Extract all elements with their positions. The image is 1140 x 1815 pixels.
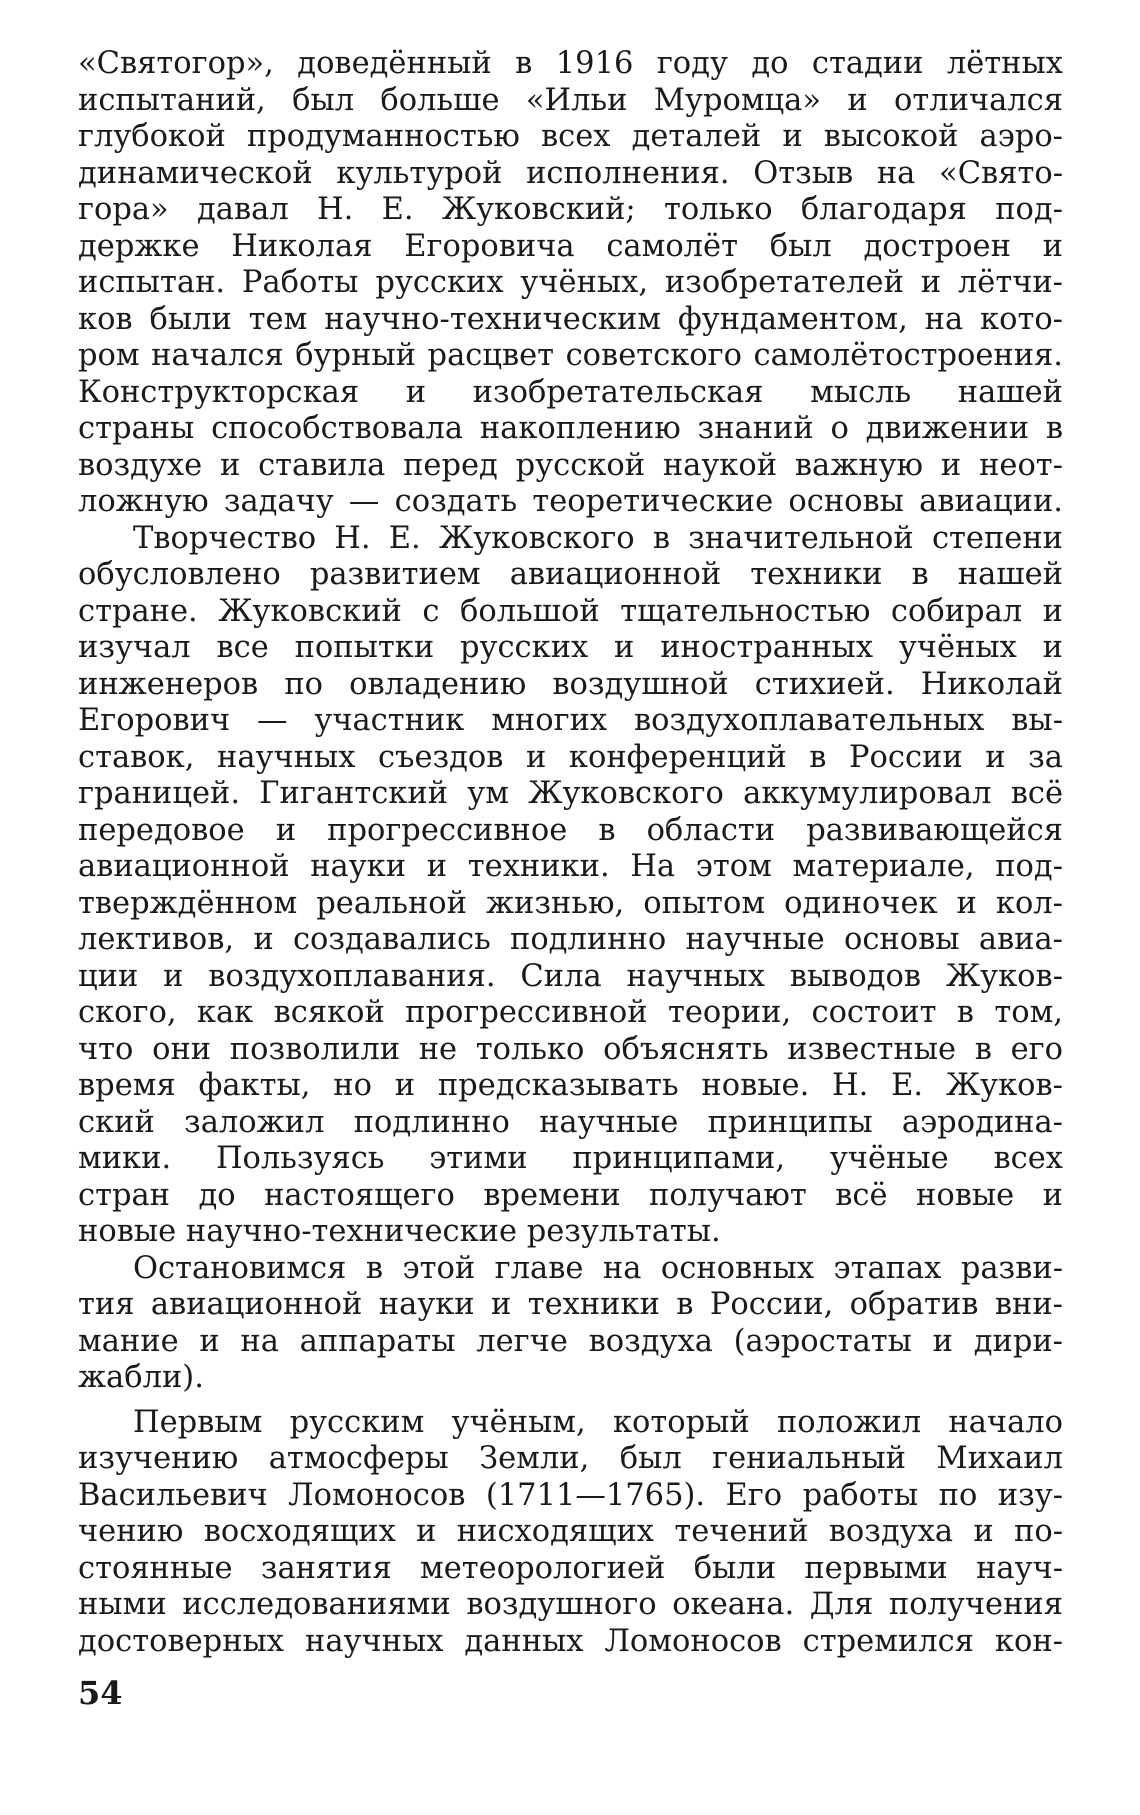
text-line: Творчество Н. Е. Жуковского в значительной степени [133,520,1063,556]
text-line: тия авиационной науки и техники в России, обратив вни- [78,1287,1063,1322]
page-number: 54 [78,1674,123,1712]
text-line: ского, как всякой прогрессивной теории, состоит в том, [78,995,1063,1030]
text-line: стране. Жуковский с большой тщательностью собирал и [78,593,1063,629]
paragraph-3 [78,1251,1063,1397]
text-line: держке Николая Егоровича самолёт был достроен и [78,228,1063,264]
text-line: глубокой продуманностью всех деталей и высокой аэро- [78,119,1063,154]
text-line: инженеров по овладению воздушной стихией. Николай [78,666,1063,702]
text-line: ром начался бурный расцвет советского самолётостроения. [78,338,1063,373]
text-line: испытаний, был больше «Ильи Муромца» и отличался [78,82,1063,118]
text-line: лективов, и создавались подлинно научные основы авиа- [78,922,1063,957]
text-line: авиационной науки и техники. На этом материале, под- [78,849,1063,884]
page-body [78,46,1063,1660]
text-line: передовое и прогрессивное в области развивающейся [78,812,1063,848]
text-line: изучению атмосферы Земли, был гениальный Михаил [78,1441,1063,1476]
text-line: воздухе и ставила перед русской наукой важную и неот- [78,447,1063,483]
text-line: ными исследованиями воздушного океана. Для получения [78,1587,1063,1622]
text-line: испытан. Работы русских учёных, изобретателей и лётчи- [78,265,1063,300]
text-line: динамической культурой исполнения. Отзыв на «Свято- [78,155,1063,191]
paragraph-2 [78,521,1063,1251]
text-line: ложную задачу — создать теоретические основы авиации. [78,484,1063,519]
text-line: стран до настоящего времени получают всё новые и [78,1177,1063,1213]
text-line: достоверных научных данных Ломоносов стремился кон- [78,1623,1063,1659]
text-line: гора» давал Н. Е. Жуковский; только благодаря под- [78,192,1063,227]
text-line: Конструкторская и изобретательская мысль нашей [78,374,1063,410]
text-line: Остановимся в этой главе на основных этапах разви- [133,1250,1063,1286]
text-line: жабли). [78,1360,204,1395]
text-line: Первым русским учёным, который положил начало [133,1404,1063,1440]
text-line: изучал все попытки русских и иностранных учёных и [78,630,1063,665]
text-line: стоянные занятия метеорологией были первыми науч- [78,1550,1063,1586]
text-line: мики. Пользуясь этими принципами, учёные всех [78,1141,1063,1176]
text-line: мание и на аппараты легче воздуха (аэростаты и дири- [78,1323,1063,1359]
text-line: границей. Гигантский ум Жуковского аккумулировал всё [78,776,1063,811]
text-line: «Святогор», доведённый в 1916 году до стадии лётных [78,46,1063,81]
paragraph-4 [78,1405,1063,1661]
text-line: чению восходящих и нисходящих течений воздуха и по- [78,1514,1063,1549]
text-line: Васильевич Ломоносов (1711—1765). Его работы по изу- [78,1477,1063,1513]
text-line: тверждённом реальной жизнью, опытом одиночек и кол- [78,885,1063,921]
text-line: ции и воздухоплавания. Сила научных выводов Жуков- [78,958,1063,994]
text-line: обусловлено развитием авиационной техники в нашей [78,557,1063,592]
text-line: что они позволили не только объяснять известные в его [78,1031,1063,1067]
text-line: ставок, научных съездов и конференций в России и за [78,739,1063,775]
text-line: время факты, но и предсказывать новые. Н. Е. Жуков- [78,1068,1063,1103]
text-line: Егорович — участник многих воздухоплавательных вы- [78,703,1063,738]
text-line: страны способствовала накоплению знаний о движении в [78,411,1063,446]
text-line: новые научно-технические результаты. [78,1214,721,1249]
paragraph-1 [78,46,1063,521]
text-line: ков были тем научно-техническим фундаментом, на кото- [78,301,1063,337]
text-line: ский заложил подлинно научные принципы аэродина- [78,1104,1063,1140]
